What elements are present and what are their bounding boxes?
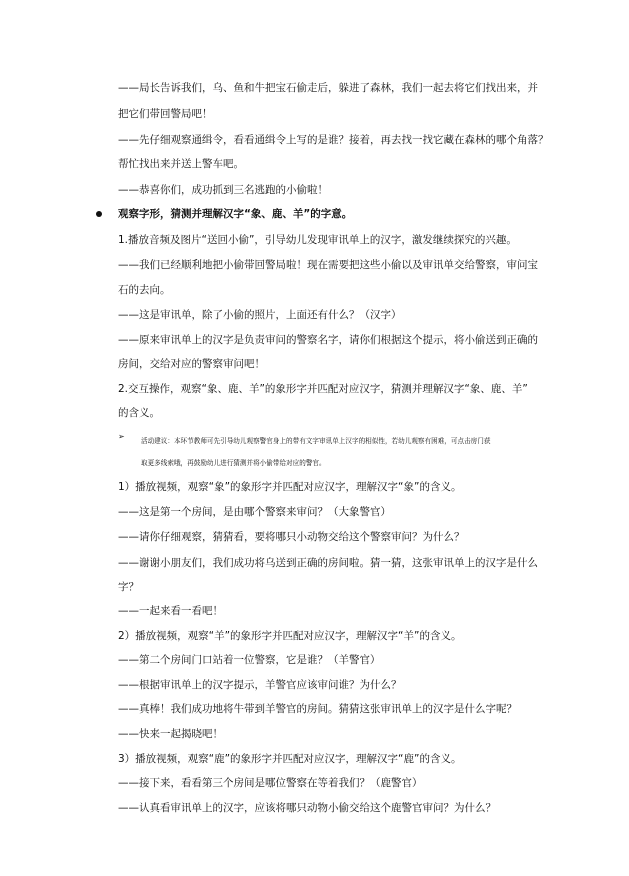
text-line: 2）播放视频，观察“羊”的象形字并匹配对应汉字，理解汉字“羊”的含义。 — [118, 630, 462, 642]
text-line: ——恭喜你们，成功抓到三名逃跑的小偷啦！ — [118, 184, 328, 196]
text-line: 石的去向。 — [118, 284, 171, 296]
text-line: 的含义。 — [118, 407, 160, 419]
text-line: ——一起来看一看吧！ — [118, 605, 223, 617]
arrow-icon: ➢ — [118, 432, 125, 441]
text-line: 1.播放音频及图片“送回小偷”，引导幼儿发现审讯单上的汉字，激发继续探究的兴趣。 — [118, 234, 517, 246]
bullet-icon — [96, 211, 102, 217]
text-line: ——认真看审讯单上的汉字，应该将哪只动物小偷交给这个鹿警官审问？为什么？ — [118, 802, 496, 814]
text-line: ——快来一起揭晓吧！ — [118, 728, 223, 740]
activity-note: 活动建议：本环节教师可先引导幼儿观察警官身上的带有文字审讯单上汉字的相似性，若幼儿观察有困难，可点击房门获 — [141, 437, 491, 445]
text-line: ——请你仔细观察，猜猜看，要将哪只小动物交给这个警察审问？为什么？ — [118, 531, 465, 543]
text-line: 3）播放视频，观察“鹿”的象形字并匹配对应汉字，理解汉字“鹿”的含义。 — [118, 753, 462, 765]
text-line: ——这是审讯单，除了小偷的照片，上面还有什么？（汉字） — [118, 309, 402, 321]
activity-note: 取更多线索哦，再鼓励幼儿进行猜测并将小偷带给对应的警官。 — [141, 459, 326, 467]
text-line: ——第二个房间门口站着一位警察，它是谁？（羊警官） — [118, 654, 381, 666]
text-line: ——原来审讯单上的汉字是负责审问的警察名字，请你们根据这个提示，将小偷送到正确的 — [118, 334, 538, 346]
text-line: ——这是第一个房间，是由哪个警察来审问？（大象警官） — [118, 506, 391, 518]
text-line: 帮忙找出来并送上警车吧。 — [118, 158, 244, 170]
text-line: 房间，交给对应的警察审问吧！ — [118, 358, 265, 370]
text-line: 2.交互操作，观察“象、鹿、羊”的象形字并匹配对应汉字，猜测并理解汉字“象、鹿、羊” — [118, 383, 528, 395]
text-line: ——真棒！我们成功地将牛带到羊警官的房间。猜猜这张审讯单上的汉字是什么字呢？ — [118, 703, 517, 715]
text-line: 1）播放视频，观察“象”的象形字并匹配对应汉字，理解汉字“象”的含义。 — [118, 481, 462, 493]
text-line: ——局长告诉我们，乌、鱼和牛把宝石偷走后，躲进了森林，我们一起去将它们找出来，并 — [118, 82, 538, 94]
text-line: ——先仔细观察通缉令，看看通缉令上写的是谁？接着，再去找一找它藏在森林的哪个角落？ — [118, 134, 549, 146]
text-line: ——谢谢小朋友们，我们成功将乌送到正确的房间啦。猜一猜，这张审讯单上的汉字是什么 — [118, 557, 538, 569]
text-line: ——根据审讯单上的汉字提示，羊警官应该审问谁？为什么？ — [118, 679, 402, 691]
text-line: 字？ — [118, 581, 139, 593]
text-line: ——我们已经顺利地把小偷带回警局啦！现在需要把这些小偷以及审讯单交给警察，审问宝 — [118, 259, 538, 271]
text-line: 把它们带回警局吧！ — [118, 108, 213, 120]
section-heading: 观察字形，猜测并理解汉字“象、鹿、羊”的字意。 — [118, 208, 353, 220]
text-line: ——接下来，看看第三个房间是哪位警察在等着我们？（鹿警官） — [118, 777, 423, 789]
